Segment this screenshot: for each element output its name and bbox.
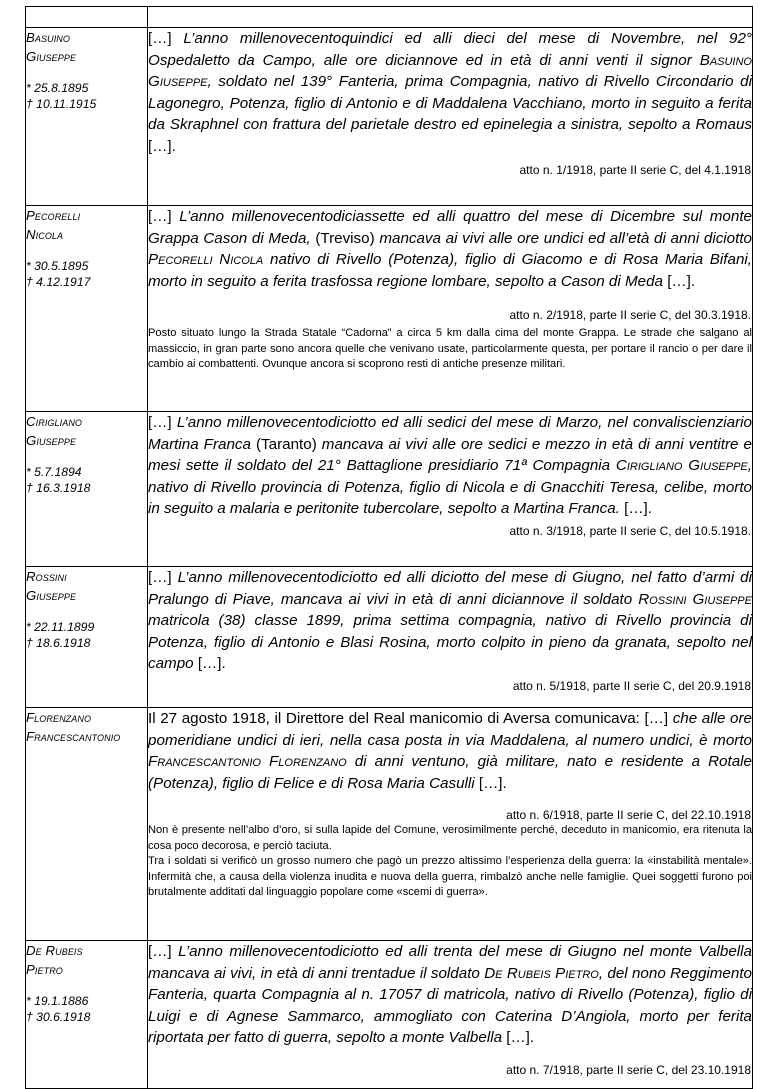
soldier-name-cell <box>26 941 148 1089</box>
death-date: † 18.6.1918 <box>26 636 91 650</box>
record-cell <box>148 567 753 708</box>
soldier-first-name: Francescantonio <box>26 729 121 744</box>
quoted-text: , del nono Reggimento Fanteria, quarta Compagnia al n. 17057 di matricola, nativo di Rivello (Potenza), figlio di Luigi e di Agnese Sammarco, ammogliato con Caterina D’Angiola, morto per ferita riportata per fatto di guerra, sepolto a monte Valbella <box>148 964 752 1046</box>
soldier-name-cell <box>26 412 148 567</box>
life-dates <box>26 258 147 290</box>
quoted-text: L’anno millenovecentodiciotto ed alli diciotto del mese di Giugno, nel fatto d’armi di Pralungo di Piave, mancava ai vivi in età di anni diciannove il soldato <box>148 569 752 608</box>
quoted-text: nativo di Rivello (Potenza), figlio di Giacomo e di Rosa Maria Bifani, morto in seguito a ferita trasfossa regione lombare, sepolto a Cason di Meda <box>148 251 752 290</box>
act-reference: atto n. 1/1918, parte II serie C, del 4.1.1918 <box>519 163 751 177</box>
death-date: † 4.12.1917 <box>26 275 91 289</box>
text-segment: […] <box>148 569 178 586</box>
act-reference: atto n. 7/1918, parte II serie C, del 23.10.1918 <box>506 1062 751 1077</box>
soldier-first-name: Giuseppe <box>26 49 77 64</box>
soldier-name-inline: Pecorelli Nicola <box>148 251 264 268</box>
soldier-name-inline: Rossini Giuseppe <box>638 590 752 608</box>
text-segment: […]. <box>148 137 176 155</box>
soldier-name-inline: Basuino Giuseppe <box>148 51 752 90</box>
text-segment: […]. <box>506 1029 535 1046</box>
text-segment: […]. <box>197 655 226 672</box>
footnote: Non è presente nell’albo d’oro, si sulla lapide del Comune, verosimilmente perché, deceduto in manicomio, era ritenuta la cosa poco decorosa, e perciò taciuta. <box>148 824 752 852</box>
table-row <box>26 941 753 1089</box>
table-row <box>26 206 753 412</box>
text-segment: […] <box>148 943 179 960</box>
text-segment: (Taranto) <box>255 435 322 453</box>
birth-date: * 25.8.1895 <box>26 81 89 95</box>
soldier-surname: Pecorelli <box>26 208 81 223</box>
soldier-surname: Florenzano <box>26 710 92 725</box>
header-cell-name <box>26 7 148 28</box>
act-reference: atto n. 2/1918, parte II serie C, del 30.3.1918. <box>509 308 751 322</box>
table-row <box>26 412 753 567</box>
quoted-text: mancava ai vivi alle ore sedici e mezzo in età di anni ventitre e mesi sette il soldato del 21° Battaglione presidiario 71ª Compagnia <box>148 435 752 474</box>
death-date: † 10.11.1915 <box>26 97 97 111</box>
text-segment: […] <box>148 30 184 47</box>
quoted-text: mancava ai vivi alle ore undici ed all’età di anni diciotto <box>379 229 753 247</box>
quoted-text: matricola (38) classe 1899, prima settima compagnia, nativo di Rivello provincia di Potenza, figlio di Antonio e Blasi Rosina, morto colpito in pieno da granata, sepolto nel campo <box>148 612 752 672</box>
quoted-text: L’anno millenovecentodiciotto ed alli trenta del mese di Giugno nel monte Valbella mancava ai vivi, in età di anni trentadue il soldato <box>148 943 752 982</box>
soldier-name-inline: De Rubeis Pietro <box>484 964 599 982</box>
soldier-surname: Basuino <box>26 30 71 45</box>
soldier-first-name: Pietro <box>26 962 63 977</box>
quoted-text: di anni ventuno, già militare, nato e residente a Rotale (Potenza), figlio di Felice e di Rosa Maria Casulli <box>148 753 752 792</box>
soldier-name-cell <box>26 567 148 708</box>
soldier-surname: De Rubeis <box>26 943 83 958</box>
text-segment: Il 27 agosto 1918, il Direttore del Real manicomio di Aversa comunicava: […] <box>148 710 673 727</box>
act-reference: atto n. 3/1918, parte II serie C, del 10.5.1918. <box>509 523 751 538</box>
death-date: † 30.6.1918 <box>26 1010 91 1024</box>
text-segment: […] <box>148 208 180 225</box>
text-segment: […]. <box>478 774 507 792</box>
table-row <box>26 28 753 206</box>
footnote: Posto situato lungo la Strada Statale “Cadorna” a circa 5 km dalla cima del monte Grappa. Le strade che salgano al massiccio, in gran parte sono ancora quelle che venivano usate, particolarmente questa, per portare il rancio o per dare il cambio ai combattenti. Ovunque ancora si scoprono resti di antiche presenze militari. <box>148 327 752 370</box>
birth-date: * 5.7.1894 <box>26 465 82 479</box>
text-segment: […]. <box>667 272 696 290</box>
header-row <box>26 7 753 28</box>
life-dates <box>26 464 147 496</box>
quoted-text: , soldato nel 139° Fanteria, prima Compagnia, nativo di Rivello Circondario di Lagonegro, Potenza, figlio di Antonio e di Maddalena Vacchiano, morto in seguito a ferita da Skraphnel con frattura del parietale destro ed epinelegia a sinistra, sepolto a Romaus <box>148 73 752 133</box>
header-cell-record <box>148 7 753 28</box>
quoted-text: , nativo di Rivello provincia di Potenza, figlio di Nicola e di Gnacchiti Teresa, celibe, morto in seguito a malaria e peritonite tubercolare, sepolto a Martina Franca. <box>148 457 752 517</box>
birth-date: * 22.11.1899 <box>26 620 95 634</box>
quoted-text: L’anno millenovecentodiciassette ed alli quattro del mese di Dicembre sul monte Grappa Cason di Meda, <box>148 208 752 247</box>
footnote: Tra i soldati si verificò un grosso numero che pagò un prezzo altissimo l’esperienza della guerra: la «instabilità mentale». Infermità che, a causa della violenza inudita e nuova della guerra, rimbalzò anche nelle famiglie. Quei soggetti furono poi brutalmente additati dal linguaggio popolare come «scemi di guerra». <box>148 855 752 898</box>
record-cell <box>148 28 753 206</box>
quoted-text: L’anno millenovecentodiciotto ed alli sedici del mese di Marzo, nel convaliscienziario Martina Franca <box>148 414 752 453</box>
life-dates <box>26 80 147 112</box>
table-row <box>26 567 753 708</box>
text-segment: […]. <box>624 500 652 517</box>
act-reference: atto n. 5/1918, parte II serie C, del 20.9.1918 <box>512 678 751 693</box>
soldier-surname: Rossini <box>26 569 67 584</box>
record-cell <box>148 941 753 1089</box>
life-dates <box>26 993 147 1025</box>
birth-date: * 30.5.1895 <box>26 259 89 273</box>
record-cell <box>148 412 753 567</box>
quoted-text: L’anno millenovecentoquindici ed alli dieci del mese di Novembre, nel 92° Ospedaletto da Campo, alle ore diciannove ed in età di anni venti il signor <box>148 30 752 69</box>
soldier-name-inline: Cirigliano Giuseppe <box>615 457 748 474</box>
table-row <box>26 708 753 941</box>
text-segment: (Treviso) <box>315 229 380 247</box>
act-reference: atto n. 6/1918, parte II serie C, del 22.10.1918 <box>506 808 751 822</box>
life-dates <box>26 619 147 651</box>
register-table <box>25 6 753 1089</box>
death-date: † 16.3.1918 <box>26 481 91 495</box>
soldier-first-name: Giuseppe <box>26 588 77 603</box>
record-cell <box>148 206 753 412</box>
soldier-name-inline: Francescantonio Florenzano <box>148 753 347 770</box>
record-cell <box>148 708 753 941</box>
birth-date: * 19.1.1886 <box>26 994 89 1008</box>
quoted-text: che alle ore pomeridiane undici di ieri, nella casa posta in via Maddalena, al numero undici, è morto <box>148 710 752 749</box>
soldier-name-cell <box>26 708 148 941</box>
soldier-name-cell <box>26 206 148 412</box>
soldier-name-cell <box>26 28 148 206</box>
soldier-first-name: Nicola <box>26 227 64 242</box>
soldier-surname: Cirigliano <box>26 414 83 429</box>
soldier-first-name: Giuseppe <box>26 433 77 448</box>
text-segment: […] <box>148 414 177 431</box>
